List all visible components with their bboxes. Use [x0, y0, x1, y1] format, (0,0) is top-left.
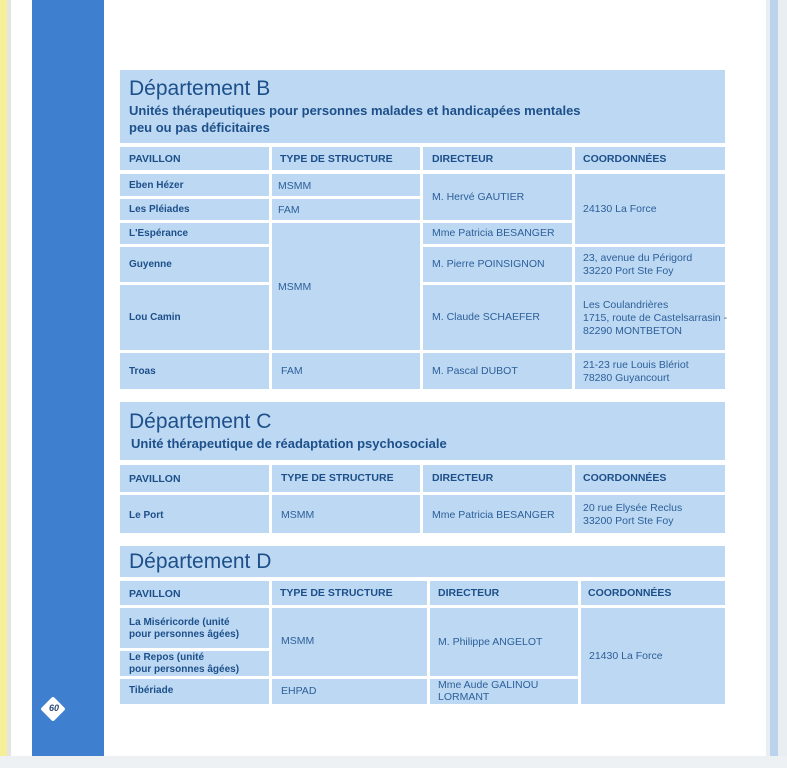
dept-b-coord-la-force: 24130 La Force	[583, 203, 657, 215]
dept-d-header-pavillon: PAVILLON	[129, 588, 181, 600]
dept-b-header-pavillon: PAVILLON	[129, 153, 181, 165]
dept-b-header-type: TYPE DE STRUCTURE	[280, 153, 393, 165]
dept-d-header-type: TYPE DE STRUCTURE	[280, 587, 393, 599]
bottom-page-edge	[0, 756, 787, 768]
dept-b-structure-2: FAM	[278, 204, 300, 216]
dept-d-pavillon-misericorde-line1: La Miséricorde (unité	[129, 617, 230, 628]
dept-b-subtitle-line1: Unités thérapeutiques pour personnes malades et handicapées mentales	[129, 103, 581, 118]
dept-c-header-directeur: DIRECTEUR	[432, 472, 494, 484]
dept-b-directeur-poinsignon: M. Pierre POINSIGNON	[432, 258, 545, 270]
dept-d-pavillon-repos-line2: pour personnes âgées)	[129, 664, 240, 675]
dept-b-pavillon-esperance: L'Espérance	[129, 228, 189, 239]
dept-d-structure-ehpad: EHPAD	[281, 685, 317, 697]
dept-d-pavillon-tiberiade: Tibériade	[129, 685, 174, 696]
page-shadow	[7, 0, 11, 768]
dept-d-structure-msmm: MSMM	[281, 635, 315, 647]
dept-c-header-pavillon: PAVILLON	[129, 473, 181, 485]
dept-c-pavillon-le-port: Le Port	[129, 510, 164, 521]
dept-b-directeur-schaefer: M. Claude SCHAEFER	[432, 311, 540, 323]
page-number-badge	[41, 697, 67, 723]
dept-b-structure-3: MSMM	[278, 281, 312, 293]
dept-b-pavillon-eben-hezer: Eben Hézer	[129, 180, 184, 191]
dept-d-directeur-galinou-line1: Mme Aude GALINOU	[438, 679, 539, 691]
dept-c-header-coordonnees: COORDONNÉES	[583, 472, 667, 484]
dept-b-pavillon-lou-camin: Lou Camin	[129, 312, 181, 323]
dept-b-structure-4: FAM	[281, 365, 303, 377]
dept-b-coord-3-line1: Les Coulandrières	[583, 299, 669, 311]
dept-d-header-directeur: DIRECTEUR	[438, 587, 500, 599]
dept-b-coord-4-line1: 21-23 rue Louis Blériot	[583, 359, 689, 371]
dept-b-coord-2-line2: 33220 Port Ste Foy	[583, 265, 674, 277]
dept-c-title: Département C	[129, 410, 272, 433]
dept-d-directeur-galinou-line2: LORMANT	[438, 691, 490, 703]
dept-d-title: Département D	[129, 550, 272, 573]
dept-d-coord: 21430 La Force	[589, 650, 663, 662]
dept-d-pavillon-repos-line1: Le Repos (unité	[129, 652, 205, 663]
dept-b-subtitle-line2: peu ou pas déficitaires	[129, 120, 270, 135]
dept-b-directeur-besanger: Mme Patricia BESANGER	[432, 227, 555, 239]
dept-b-title: Département B	[129, 77, 271, 100]
dept-d-directeur-angelot: M. Philippe ANGELOT	[438, 636, 543, 648]
dept-c-structure: MSMM	[281, 509, 315, 521]
dept-b-directeur-gautier: M. Hervé GAUTIER	[432, 191, 525, 203]
dept-c-coord-line2: 33200 Port Ste Foy	[583, 515, 674, 527]
right-page-edge-blue	[770, 0, 778, 768]
dept-b-coord-3-line3: 82290 MONTBETON	[583, 325, 683, 337]
blue-side-band	[32, 0, 104, 756]
dept-b-structure-1: MSMM	[278, 180, 312, 192]
dept-b-pavillon-les-pleiades: Les Pléiades	[129, 204, 190, 215]
dept-b-pavillon-guyenne: Guyenne	[129, 259, 172, 270]
dept-d-header-coordonnees: COORDONNÉES	[588, 587, 672, 599]
dept-b-header-coordonnees: COORDONNÉES	[583, 153, 667, 165]
dept-d-pavillon-misericorde-line2: pour personnes âgées)	[129, 629, 240, 640]
page-edge-yellow	[0, 0, 7, 768]
dept-c-header-type: TYPE DE STRUCTURE	[281, 472, 394, 484]
dept-b-directeur-dubot: M. Pascal DUBOT	[432, 365, 518, 377]
dept-c-coord-line1: 20 rue Elysée Reclus	[583, 502, 683, 514]
dept-b-pavillon-troas: Troas	[129, 366, 156, 377]
dept-c-subtitle: Unité thérapeutique de réadaptation psychosociale	[131, 436, 447, 451]
page-number: 60	[48, 703, 59, 713]
dept-b-coord-3-line2: 1715, route de Castelsarrasin -	[583, 312, 728, 324]
table-cell	[575, 495, 725, 533]
dept-b-header-directeur: DIRECTEUR	[432, 153, 494, 165]
dept-b-coord-2-line1: 23, avenue du Périgord	[583, 252, 693, 264]
dept-c-directeur: Mme Patricia BESANGER	[432, 509, 555, 521]
dept-b-coord-4-line2: 78280 Guyancourt	[583, 372, 670, 384]
